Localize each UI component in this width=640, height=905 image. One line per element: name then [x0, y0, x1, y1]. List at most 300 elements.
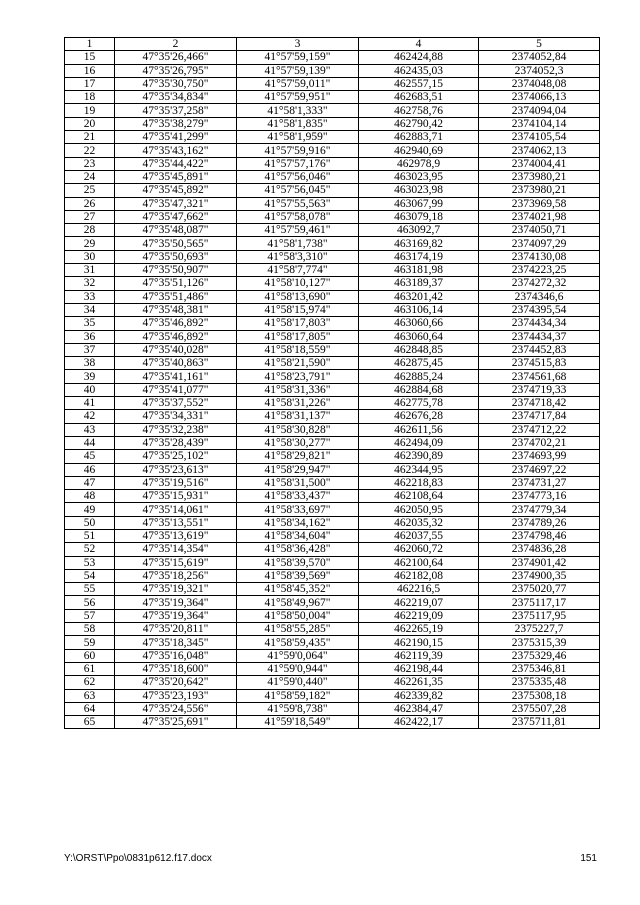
- y-coordinate-cell: 2374901,42: [479, 556, 600, 569]
- coordinates-table-body: [65, 38, 600, 729]
- latitude-cell: 47°35'20,642": [115, 676, 237, 689]
- longitude-cell: 41°58'50,004": [237, 609, 359, 622]
- latitude-cell: 47°35'50,565": [115, 237, 237, 250]
- point-number-cell: 38: [65, 357, 115, 370]
- y-coordinate-cell: 2375335,48: [479, 676, 600, 689]
- x-coordinate-cell: 462218,83: [359, 476, 479, 489]
- latitude-cell: 47°35'16,048": [115, 649, 237, 662]
- latitude-cell: 47°35'18,256": [115, 569, 237, 582]
- longitude-cell: 41°58'59,182": [237, 689, 359, 702]
- latitude-cell: 47°35'40,863": [115, 357, 237, 370]
- latitude-cell: 47°35'46,892": [115, 317, 237, 330]
- x-coordinate-cell: 462676,28: [359, 410, 479, 423]
- longitude-cell: 41°57'57,176": [237, 157, 359, 170]
- longitude-cell: 41°57'59,461": [237, 224, 359, 237]
- x-coordinate-cell: 462339,82: [359, 689, 479, 702]
- longitude-cell: 41°58'18,559": [237, 343, 359, 356]
- longitude-cell: 41°59'0,440": [237, 676, 359, 689]
- point-number-cell: 41: [65, 397, 115, 410]
- point-number-cell: 16: [65, 64, 115, 77]
- longitude-cell: 41°58'34,604": [237, 529, 359, 542]
- latitude-cell: 47°35'13,619": [115, 529, 237, 542]
- x-coordinate-cell: 462219,09: [359, 609, 479, 622]
- column-header-5: 5: [479, 38, 600, 51]
- latitude-cell: 47°35'19,364": [115, 596, 237, 609]
- x-coordinate-cell: 462611,56: [359, 423, 479, 436]
- latitude-cell: 47°35'50,907": [115, 264, 237, 277]
- column-header-3: 3: [237, 38, 359, 51]
- y-coordinate-cell: 2374021,98: [479, 210, 600, 223]
- point-number-cell: 17: [65, 77, 115, 90]
- longitude-cell: 41°57'59,011": [237, 77, 359, 90]
- latitude-cell: 47°35'45,892": [115, 184, 237, 197]
- y-coordinate-cell: 2375227,7: [479, 623, 600, 636]
- longitude-cell: 41°58'31,500": [237, 476, 359, 489]
- point-number-cell: 61: [65, 662, 115, 675]
- table-row: [65, 436, 600, 449]
- point-number-cell: 60: [65, 649, 115, 662]
- point-number-cell: 27: [65, 210, 115, 223]
- x-coordinate-cell: 462885,24: [359, 370, 479, 383]
- x-coordinate-cell: 463023,95: [359, 170, 479, 183]
- longitude-cell: 41°57'56,045": [237, 184, 359, 197]
- longitude-cell: 41°58'13,690": [237, 290, 359, 303]
- longitude-cell: 41°58'17,803": [237, 317, 359, 330]
- x-coordinate-cell: 462219,07: [359, 596, 479, 609]
- x-coordinate-cell: 462494,09: [359, 436, 479, 449]
- longitude-cell: 41°58'23,791": [237, 370, 359, 383]
- longitude-cell: 41°58'31,137": [237, 410, 359, 423]
- longitude-cell: 41°58'1,738": [237, 237, 359, 250]
- table-row: [65, 383, 600, 396]
- table-row: [65, 689, 600, 702]
- table-row: [65, 450, 600, 463]
- latitude-cell: 47°35'51,126": [115, 277, 237, 290]
- table-row: [65, 51, 600, 64]
- table-row: [65, 583, 600, 596]
- latitude-cell: 47°35'23,193": [115, 689, 237, 702]
- x-coordinate-cell: 462884,68: [359, 383, 479, 396]
- longitude-cell: 41°57'59,916": [237, 144, 359, 157]
- y-coordinate-cell: 2375308,18: [479, 689, 600, 702]
- table-row: [65, 303, 600, 316]
- longitude-cell: 41°58'59,435": [237, 636, 359, 649]
- x-coordinate-cell: 462557,15: [359, 77, 479, 90]
- x-coordinate-cell: 462050,95: [359, 503, 479, 516]
- point-number-cell: 18: [65, 91, 115, 104]
- longitude-cell: 41°58'49,967": [237, 596, 359, 609]
- y-coordinate-cell: 2374004,41: [479, 157, 600, 170]
- table-row: [65, 290, 600, 303]
- y-coordinate-cell: 2374094,04: [479, 104, 600, 117]
- latitude-cell: 47°35'46,892": [115, 330, 237, 343]
- latitude-cell: 47°35'37,258": [115, 104, 237, 117]
- x-coordinate-cell: 462790,42: [359, 117, 479, 130]
- x-coordinate-cell: 462037,55: [359, 529, 479, 542]
- latitude-cell: 47°35'51,486": [115, 290, 237, 303]
- y-coordinate-cell: 2375711,81: [479, 716, 600, 729]
- x-coordinate-cell: 462100,64: [359, 556, 479, 569]
- y-coordinate-cell: 2375346,81: [479, 662, 600, 675]
- latitude-cell: 47°35'15,931": [115, 490, 237, 503]
- y-coordinate-cell: 2374900,35: [479, 569, 600, 582]
- x-coordinate-cell: 462261,35: [359, 676, 479, 689]
- point-number-cell: 33: [65, 290, 115, 303]
- longitude-cell: 41°59'8,738": [237, 702, 359, 715]
- latitude-cell: 47°35'41,077": [115, 383, 237, 396]
- longitude-cell: 41°58'33,697": [237, 503, 359, 516]
- x-coordinate-cell: 462940,69: [359, 144, 479, 157]
- longitude-cell: 41°57'59,951": [237, 91, 359, 104]
- longitude-cell: 41°58'55,285": [237, 623, 359, 636]
- latitude-cell: 47°35'14,061": [115, 503, 237, 516]
- longitude-cell: 41°58'39,569": [237, 569, 359, 582]
- y-coordinate-cell: 2374048,08: [479, 77, 600, 90]
- table-row: [65, 543, 600, 556]
- y-coordinate-cell: 2374712,22: [479, 423, 600, 436]
- point-number-cell: 25: [65, 184, 115, 197]
- latitude-cell: 47°35'34,834": [115, 91, 237, 104]
- y-coordinate-cell: 2374097,29: [479, 237, 600, 250]
- x-coordinate-cell: 462119,39: [359, 649, 479, 662]
- x-coordinate-cell: 463106,14: [359, 303, 479, 316]
- coordinates-table: [64, 37, 600, 729]
- table-row: [65, 250, 600, 263]
- x-coordinate-cell: 462848,85: [359, 343, 479, 356]
- y-coordinate-cell: 2374104,14: [479, 117, 600, 130]
- column-header-4: 4: [359, 38, 479, 51]
- longitude-cell: 41°58'21,590": [237, 357, 359, 370]
- latitude-cell: 47°35'43,162": [115, 144, 237, 157]
- table-row: [65, 636, 600, 649]
- x-coordinate-cell: 463023,98: [359, 184, 479, 197]
- latitude-cell: 47°35'47,321": [115, 197, 237, 210]
- table-row: [65, 330, 600, 343]
- latitude-cell: 47°35'38,279": [115, 117, 237, 130]
- x-coordinate-cell: 462424,88: [359, 51, 479, 64]
- latitude-cell: 47°35'30,750": [115, 77, 237, 90]
- point-number-cell: 59: [65, 636, 115, 649]
- column-header-2: 2: [115, 38, 237, 51]
- table-row: [65, 170, 600, 183]
- latitude-cell: 47°35'44,422": [115, 157, 237, 170]
- y-coordinate-cell: 2374062,13: [479, 144, 600, 157]
- latitude-cell: 47°35'19,321": [115, 583, 237, 596]
- x-coordinate-cell: 462108,64: [359, 490, 479, 503]
- table-row: [65, 317, 600, 330]
- x-coordinate-cell: 463067,99: [359, 197, 479, 210]
- latitude-cell: 47°35'40,028": [115, 343, 237, 356]
- longitude-cell: 41°57'56,046": [237, 170, 359, 183]
- table-header-row: [65, 38, 600, 51]
- latitude-cell: 47°35'48,381": [115, 303, 237, 316]
- table-row: [65, 423, 600, 436]
- footer-file-path: Y:\ORST\Ppo\0831p612.f17.docx: [64, 853, 212, 864]
- y-coordinate-cell: 2374434,37: [479, 330, 600, 343]
- longitude-cell: 41°58'3,310": [237, 250, 359, 263]
- table-row: [65, 277, 600, 290]
- latitude-cell: 47°35'47,662": [115, 210, 237, 223]
- longitude-cell: 41°58'1,835": [237, 117, 359, 130]
- y-coordinate-cell: 2374050,71: [479, 224, 600, 237]
- point-number-cell: 63: [65, 689, 115, 702]
- latitude-cell: 47°35'48,087": [115, 224, 237, 237]
- point-number-cell: 62: [65, 676, 115, 689]
- table-row: [65, 357, 600, 370]
- point-number-cell: 58: [65, 623, 115, 636]
- table-row: [65, 77, 600, 90]
- x-coordinate-cell: 463060,64: [359, 330, 479, 343]
- table-row: [65, 662, 600, 675]
- point-number-cell: 44: [65, 436, 115, 449]
- y-coordinate-cell: 2374836,28: [479, 543, 600, 556]
- longitude-cell: 41°57'58,078": [237, 210, 359, 223]
- point-number-cell: 43: [65, 423, 115, 436]
- point-number-cell: 65: [65, 716, 115, 729]
- point-number-cell: 45: [65, 450, 115, 463]
- table-row: [65, 104, 600, 117]
- latitude-cell: 47°35'41,161": [115, 370, 237, 383]
- table-row: [65, 370, 600, 383]
- point-number-cell: 37: [65, 343, 115, 356]
- table-row: [65, 490, 600, 503]
- point-number-cell: 47: [65, 476, 115, 489]
- latitude-cell: 47°35'32,238": [115, 423, 237, 436]
- x-coordinate-cell: 462875,45: [359, 357, 479, 370]
- table-row: [65, 64, 600, 77]
- y-coordinate-cell: 2374779,34: [479, 503, 600, 516]
- y-coordinate-cell: 2374789,26: [479, 516, 600, 529]
- point-number-cell: 52: [65, 543, 115, 556]
- point-number-cell: 40: [65, 383, 115, 396]
- y-coordinate-cell: 2375020,77: [479, 583, 600, 596]
- x-coordinate-cell: 463079,18: [359, 210, 479, 223]
- x-coordinate-cell: 462384,47: [359, 702, 479, 715]
- point-number-cell: 36: [65, 330, 115, 343]
- point-number-cell: 30: [65, 250, 115, 263]
- table-row: [65, 343, 600, 356]
- point-number-cell: 54: [65, 569, 115, 582]
- y-coordinate-cell: 2374223,25: [479, 264, 600, 277]
- table-row: [65, 397, 600, 410]
- y-coordinate-cell: 2374346,6: [479, 290, 600, 303]
- longitude-cell: 41°59'18,549": [237, 716, 359, 729]
- x-coordinate-cell: 462198,44: [359, 662, 479, 675]
- latitude-cell: 47°35'19,516": [115, 476, 237, 489]
- x-coordinate-cell: 463201,42: [359, 290, 479, 303]
- y-coordinate-cell: 2374066,13: [479, 91, 600, 104]
- x-coordinate-cell: 462182,08: [359, 569, 479, 582]
- latitude-cell: 47°35'18,600": [115, 662, 237, 675]
- x-coordinate-cell: 463169,82: [359, 237, 479, 250]
- latitude-cell: 47°35'24,556": [115, 702, 237, 715]
- y-coordinate-cell: 2373980,21: [479, 184, 600, 197]
- table-row: [65, 476, 600, 489]
- table-row: [65, 609, 600, 622]
- table-row: [65, 157, 600, 170]
- table-row: [65, 649, 600, 662]
- longitude-cell: 41°58'7,774": [237, 264, 359, 277]
- x-coordinate-cell: 462344,95: [359, 463, 479, 476]
- y-coordinate-cell: 2373980,21: [479, 170, 600, 183]
- latitude-cell: 47°35'20,811": [115, 623, 237, 636]
- x-coordinate-cell: 462422,17: [359, 716, 479, 729]
- longitude-cell: 41°58'33,437": [237, 490, 359, 503]
- x-coordinate-cell: 462435,03: [359, 64, 479, 77]
- x-coordinate-cell: 462978,9: [359, 157, 479, 170]
- table-row: [65, 197, 600, 210]
- y-coordinate-cell: 2374697,22: [479, 463, 600, 476]
- table-row: [65, 529, 600, 542]
- latitude-cell: 47°35'13,551": [115, 516, 237, 529]
- y-coordinate-cell: 2374272,32: [479, 277, 600, 290]
- x-coordinate-cell: 463174,19: [359, 250, 479, 263]
- longitude-cell: 41°58'34,162": [237, 516, 359, 529]
- point-number-cell: 56: [65, 596, 115, 609]
- table-row: [65, 91, 600, 104]
- longitude-cell: 41°57'55,563": [237, 197, 359, 210]
- point-number-cell: 21: [65, 131, 115, 144]
- table-row: [65, 144, 600, 157]
- longitude-cell: 41°58'31,226": [237, 397, 359, 410]
- point-number-cell: 19: [65, 104, 115, 117]
- x-coordinate-cell: 462265,19: [359, 623, 479, 636]
- longitude-cell: 41°57'59,159": [237, 51, 359, 64]
- longitude-cell: 41°59'0,064": [237, 649, 359, 662]
- x-coordinate-cell: 462775,78: [359, 397, 479, 410]
- latitude-cell: 47°35'37,552": [115, 397, 237, 410]
- point-number-cell: 22: [65, 144, 115, 157]
- y-coordinate-cell: 2374052,84: [479, 51, 600, 64]
- y-coordinate-cell: 2375117,95: [479, 609, 600, 622]
- latitude-cell: 47°35'15,619": [115, 556, 237, 569]
- latitude-cell: 47°35'34,331": [115, 410, 237, 423]
- point-number-cell: 49: [65, 503, 115, 516]
- latitude-cell: 47°35'18,345": [115, 636, 237, 649]
- point-number-cell: 42: [65, 410, 115, 423]
- longitude-cell: 41°58'29,947": [237, 463, 359, 476]
- table-row: [65, 224, 600, 237]
- point-number-cell: 29: [65, 237, 115, 250]
- longitude-cell: 41°58'10,127": [237, 277, 359, 290]
- y-coordinate-cell: 2374452,83: [479, 343, 600, 356]
- latitude-cell: 47°35'45,891": [115, 170, 237, 183]
- table-row: [65, 264, 600, 277]
- point-number-cell: 31: [65, 264, 115, 277]
- longitude-cell: 41°57'59,139": [237, 64, 359, 77]
- y-coordinate-cell: 2374718,42: [479, 397, 600, 410]
- longitude-cell: 41°58'1,333": [237, 104, 359, 117]
- longitude-cell: 41°58'17,805": [237, 330, 359, 343]
- y-coordinate-cell: 2375329,46: [479, 649, 600, 662]
- point-number-cell: 51: [65, 529, 115, 542]
- y-coordinate-cell: 2374719,33: [479, 383, 600, 396]
- x-coordinate-cell: 462883,71: [359, 131, 479, 144]
- y-coordinate-cell: 2374434,34: [479, 317, 600, 330]
- point-number-cell: 34: [65, 303, 115, 316]
- x-coordinate-cell: 463092,7: [359, 224, 479, 237]
- latitude-cell: 47°35'26,795": [115, 64, 237, 77]
- y-coordinate-cell: 2374731,27: [479, 476, 600, 489]
- x-coordinate-cell: 462190,15: [359, 636, 479, 649]
- longitude-cell: 41°58'39,570": [237, 556, 359, 569]
- table-row: [65, 184, 600, 197]
- point-number-cell: 24: [65, 170, 115, 183]
- x-coordinate-cell: 462758,76: [359, 104, 479, 117]
- y-coordinate-cell: 2373969,58: [479, 197, 600, 210]
- y-coordinate-cell: 2374798,46: [479, 529, 600, 542]
- latitude-cell: 47°35'23,613": [115, 463, 237, 476]
- latitude-cell: 47°35'25,691": [115, 716, 237, 729]
- y-coordinate-cell: 2374052,3: [479, 64, 600, 77]
- latitude-cell: 47°35'14,354": [115, 543, 237, 556]
- y-coordinate-cell: 2374105,54: [479, 131, 600, 144]
- latitude-cell: 47°35'50,693": [115, 250, 237, 263]
- table-row: [65, 117, 600, 130]
- point-number-cell: 48: [65, 490, 115, 503]
- point-number-cell: 32: [65, 277, 115, 290]
- latitude-cell: 47°35'26,466": [115, 51, 237, 64]
- x-coordinate-cell: 462390,89: [359, 450, 479, 463]
- table-row: [65, 503, 600, 516]
- table-row: [65, 131, 600, 144]
- point-number-cell: 55: [65, 583, 115, 596]
- longitude-cell: 41°59'0,944": [237, 662, 359, 675]
- y-coordinate-cell: 2375117,17: [479, 596, 600, 609]
- table-row: [65, 676, 600, 689]
- latitude-cell: 47°35'25,102": [115, 450, 237, 463]
- longitude-cell: 41°58'36,428": [237, 543, 359, 556]
- table-row: [65, 702, 600, 715]
- latitude-cell: 47°35'41,299": [115, 131, 237, 144]
- y-coordinate-cell: 2374773,16: [479, 490, 600, 503]
- y-coordinate-cell: 2374395,54: [479, 303, 600, 316]
- table-row: [65, 516, 600, 529]
- table-row: [65, 410, 600, 423]
- point-number-cell: 46: [65, 463, 115, 476]
- y-coordinate-cell: 2374130,08: [479, 250, 600, 263]
- y-coordinate-cell: 2375315,39: [479, 636, 600, 649]
- point-number-cell: 35: [65, 317, 115, 330]
- x-coordinate-cell: 462035,32: [359, 516, 479, 529]
- table-row: [65, 237, 600, 250]
- longitude-cell: 41°58'30,277": [237, 436, 359, 449]
- y-coordinate-cell: 2374717,84: [479, 410, 600, 423]
- column-header-1: 1: [65, 38, 115, 51]
- x-coordinate-cell: 463060,66: [359, 317, 479, 330]
- x-coordinate-cell: 462216,5: [359, 583, 479, 596]
- point-number-cell: 50: [65, 516, 115, 529]
- table-row: [65, 623, 600, 636]
- longitude-cell: 41°58'29,821": [237, 450, 359, 463]
- y-coordinate-cell: 2374515,83: [479, 357, 600, 370]
- longitude-cell: 41°58'31,336": [237, 383, 359, 396]
- latitude-cell: 47°35'28,439": [115, 436, 237, 449]
- x-coordinate-cell: 462683,51: [359, 91, 479, 104]
- point-number-cell: 28: [65, 224, 115, 237]
- longitude-cell: 41°58'45,352": [237, 583, 359, 596]
- point-number-cell: 57: [65, 609, 115, 622]
- longitude-cell: 41°58'15,974": [237, 303, 359, 316]
- footer-page-number: 151: [580, 853, 597, 864]
- latitude-cell: 47°35'19,364": [115, 609, 237, 622]
- table-row: [65, 569, 600, 582]
- longitude-cell: 41°58'1,959": [237, 131, 359, 144]
- point-number-cell: 15: [65, 51, 115, 64]
- x-coordinate-cell: 463189,37: [359, 277, 479, 290]
- point-number-cell: 26: [65, 197, 115, 210]
- longitude-cell: 41°58'30,828": [237, 423, 359, 436]
